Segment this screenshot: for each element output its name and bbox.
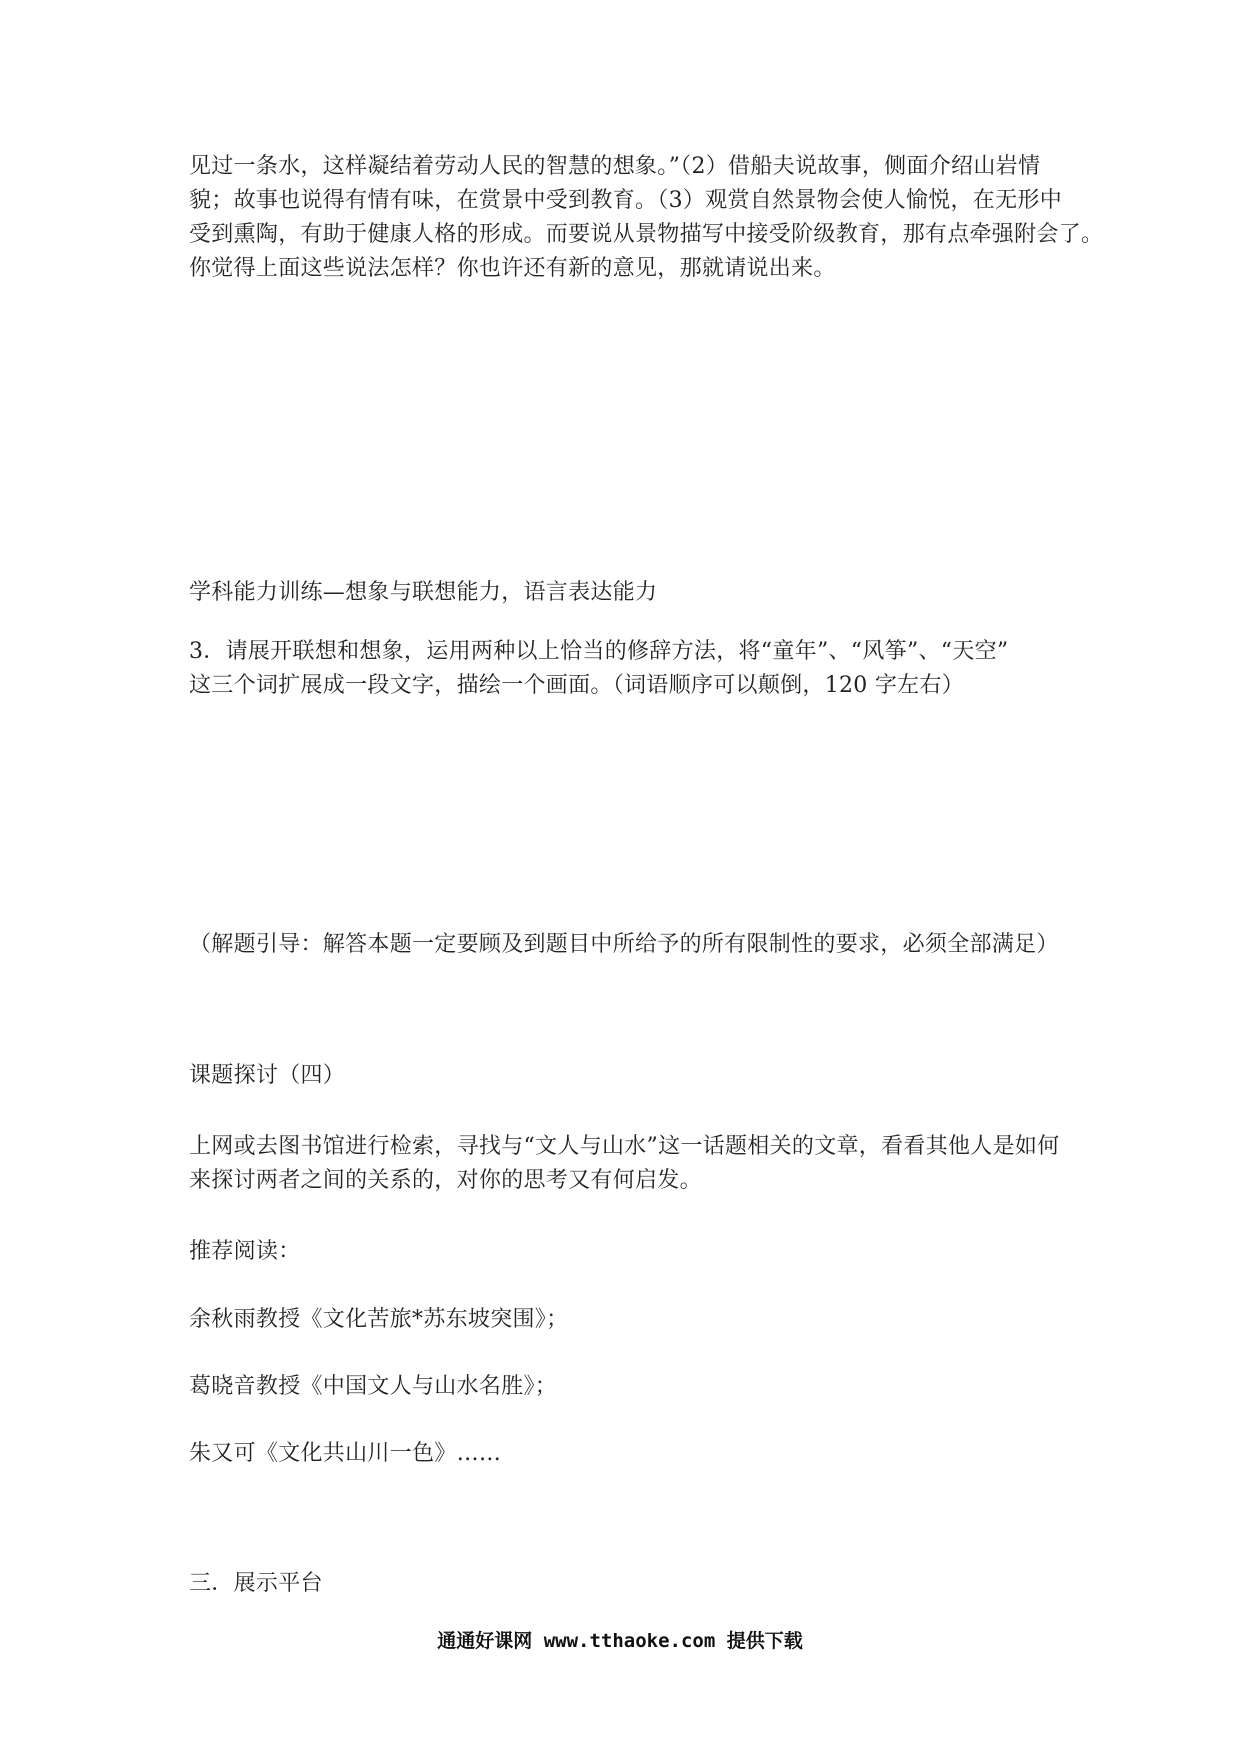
question-3-line: 这三个词扩展成一段文字，描绘一个画面。（词语顺序可以颠倒，120 字左右） [189,673,965,698]
solution-hint: （解题引导：解答本题一定要顾及到题目中所给予的所有限制性的要求，必须全部满足） [189,932,1059,957]
recommended-reading-item: 余秋雨教授《文化苦旅*苏东坡突围》； [189,1307,569,1332]
page-footer: 通通好课网 www.tthaoke.com 提供下载 [437,1630,803,1652]
recommended-reading-item: 朱又可《文化共山川一色》…… [189,1441,502,1466]
search-task-line: 上网或去图书馆进行检索，寻找与“文人与山水”这一话题相关的文章，看看其他人是如何 [189,1134,1060,1159]
paragraph-line: 貌；故事也说得有情有味，在赏景中受到教育。（3）观赏自然景物会使人愉悦，在无形中 [189,188,1062,213]
paragraph-line: 你觉得上面这些说法怎样？你也许还有新的意见，那就请说出来。 [189,256,836,281]
paragraph-line: 受到熏陶，有助于健康人格的形成。而要说从景物描写中接受阶级教育，那有点牵强附会了。 [189,222,1104,247]
recommended-reading-heading: 推荐阅读： [189,1239,301,1264]
section-three-heading: 三．展示平台 [189,1571,323,1596]
ability-training-heading: 学科能力训练—想象与联想能力，语言表达能力 [189,580,658,605]
search-task-line: 来探讨两者之间的关系的，对你的思考又有何启发。 [189,1168,702,1193]
paragraph-line: 见过一条水，这样凝结着劳动人民的智慧的想象。”（2）借船夫说故事，侧面介绍山岩情 [189,154,1041,179]
recommended-reading-item: 葛晓音教授《中国文人与山水名胜》； [189,1374,558,1399]
question-3-line: 3．请展开联想和想象，运用两种以上恰当的修辞方法，将“童年”、“风筝”、“天空” [189,639,1009,664]
topic-discussion-heading: 课题探讨（四） [189,1063,346,1088]
